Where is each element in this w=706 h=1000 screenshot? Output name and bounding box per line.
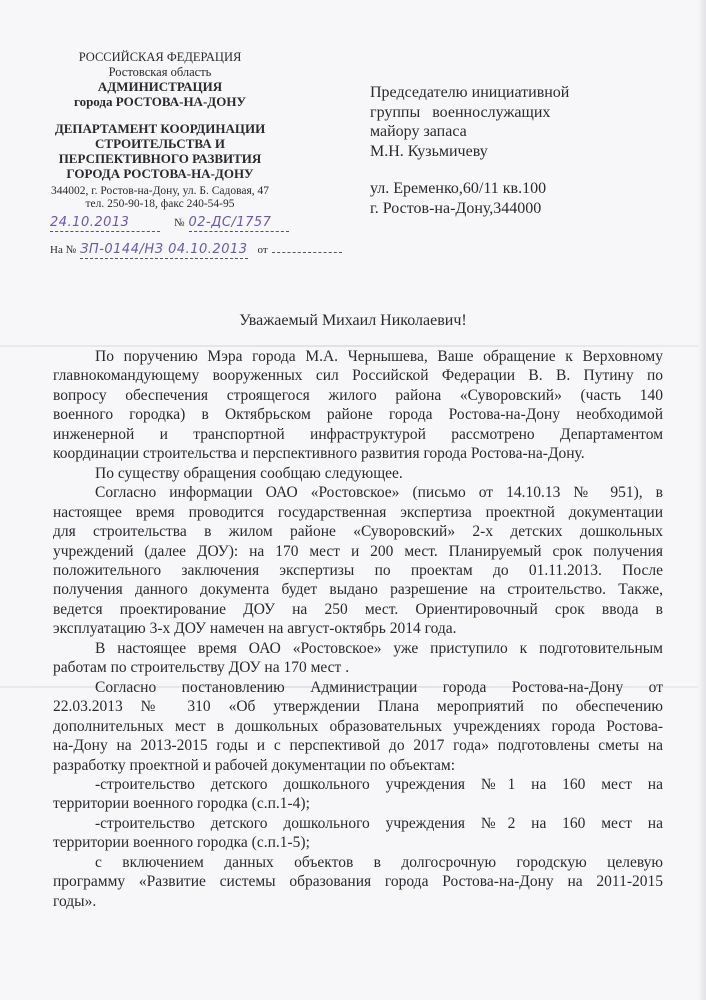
paragraph-line: ведется проектирование ДОУ на 250 мест. Ориентировочный срок ввода в	[53, 600, 663, 618]
registration-number: 02-ДС/1757	[189, 215, 289, 232]
paragraph-line: дополнительных мест в дошкольных образовательных учреждениях города Ростова-	[53, 717, 663, 735]
recipient-name: М.Н. Кузьмичеву	[370, 143, 488, 161]
sender-admin: АДМИНИСТРАЦИЯ	[97, 79, 223, 94]
paragraph-line: учреждений (далее ДОУ): на 170 мест и 200 мест. Планируемый срок получения	[53, 542, 663, 560]
paragraph	[53, 814, 663, 853]
paragraph-line: эксплуатацию 3-х ДОУ намечен на август-октябрь 2014 года.	[53, 620, 457, 638]
recipient-line: Председателю инициативной	[370, 84, 570, 101]
paragraph-line: По поручению Мэра города М.А. Чернышева, Ваше обращение к Верховному	[95, 348, 663, 365]
sender-city: города РОСТОВА-НА-ДОНУ	[73, 94, 246, 109]
department-line: ПЕРСПЕКТИВНОГО РАЗВИТИЯ	[58, 151, 262, 166]
greeting: Уважаемый Михаил Николаевич!	[239, 312, 467, 329]
paragraph-line: положительного заключения экспертизы по проектам до 01.11.2013. После	[53, 561, 663, 579]
paragraph-line: программу «Развитие системы образования города Ростова-на-Дону на 2011-2015	[53, 873, 663, 891]
number-label: №	[174, 217, 185, 229]
ref-label: На №	[50, 244, 77, 256]
paper-edge	[698, 0, 706, 1000]
paragraph-line: военного городка) в Октябрьском районе города Ростова-на-Дону необходимой	[53, 406, 663, 424]
ref-number: ЗП-0144/НЗ 04.10.2013	[80, 242, 248, 257]
paragraph-line: территории военного городка (с.п.1-4);	[53, 795, 310, 813]
paragraph-line: 22.03.2013 № 310 «Об утверждении Плана мероприятий по обеспечению	[53, 698, 663, 716]
paragraph-line: разработку проектной и рабочей документации по объектам:	[53, 756, 456, 774]
from-label: от	[257, 244, 268, 256]
paragraph-line: координации строительства и перспективного развития города Ростова-на-Дону.	[53, 445, 585, 463]
paragraph	[53, 775, 663, 814]
paragraph-line: годы».	[53, 892, 97, 910]
paragraph-line: -строительство детского дошкольного учреждения №1 на 160 мест на	[95, 775, 663, 793]
paragraph-line: Согласно информации ОАО «Ростовское» (письмо от 14.10.13 № 951), в	[95, 484, 663, 502]
recipient-block	[370, 83, 569, 218]
paragraph	[53, 464, 663, 483]
paragraph-line: настоящее время проводится государственная экспертиза проектной документации	[53, 503, 663, 521]
sender-letterhead	[30, 0, 290, 210]
paragraph	[53, 483, 663, 639]
sender-region: Ростовская область	[108, 65, 212, 79]
paragraph-line: с включением данных объектов в долгосрочную городскую целевую	[95, 853, 663, 871]
paragraph-line: В настоящее время ОАО «Ростовское» уже приступило к подготовительным	[95, 639, 663, 657]
paragraph-line: главнокомандующему вооруженных сил Российской Федерации В. В. Путину по	[53, 367, 663, 385]
paragraph-line: работам по строительству ДОУ на 170 мест .	[53, 659, 350, 677]
paragraph	[53, 639, 663, 678]
recipient-address: ул. Еременко,60/11 кв.100	[370, 179, 547, 197]
department-line: ДЕПАРТАМЕНТ КООРДИНАЦИИ	[54, 121, 266, 136]
paragraph-line: для строительства в жилом районе «Суворовский» 2-х детских дошкольных	[53, 523, 663, 541]
reference-line	[50, 240, 342, 259]
paragraph-line: -строительство детского дошкольного учреждения №2 на 160 мест на	[95, 814, 663, 832]
recipient-line: майору запаса	[370, 123, 467, 141]
recipient-line: группы военнослужащих	[370, 103, 551, 121]
paragraph-line: вопросу обеспечения строящегося жилого района «Суворовский» (часть 140	[53, 386, 663, 404]
registration-line	[50, 213, 289, 232]
sender-address: 344002, г. Ростов-на-Дону, ул. Б. Садовая, 47	[50, 185, 270, 197]
paragraph-line: территории военного городка (с.п.1-5);	[53, 834, 310, 852]
department-line: СТРОИТЕЛЬСТВА И	[95, 136, 225, 151]
ref-date-field	[272, 252, 342, 253]
paragraph-line: получения данного документа будет выдано разрешение на строительство. Также,	[53, 581, 663, 599]
paragraph-line: на-Дону на 2013-2015 годы и с перспективой до 2017 года» подготовлены сметы на	[53, 737, 663, 755]
sender-phone: тел. 250-90-18, факс 240-54-95	[85, 198, 235, 210]
recipient-address: г. Ростов-на-Дону,344000	[370, 199, 542, 217]
letter-body	[53, 347, 663, 911]
sender-country: РОССИЙСКАЯ ФЕДЕРАЦИЯ	[78, 50, 242, 64]
paragraph	[53, 853, 663, 911]
department-line: ГОРОДА РОСТОВА-НА-ДОНУ	[66, 166, 254, 181]
paragraph-line: По существу обращения сообщаю следующее.	[95, 464, 403, 482]
paragraph-line: Согласно постановлению Администрации города Ростова-на-Дону от	[95, 678, 663, 696]
registration-date: 24.10.2013	[50, 215, 160, 232]
paragraph	[53, 678, 663, 775]
paragraph	[53, 347, 663, 464]
paragraph-line: инженерной и транспортной инфраструктурой рассмотрено Департаментом	[53, 425, 663, 443]
